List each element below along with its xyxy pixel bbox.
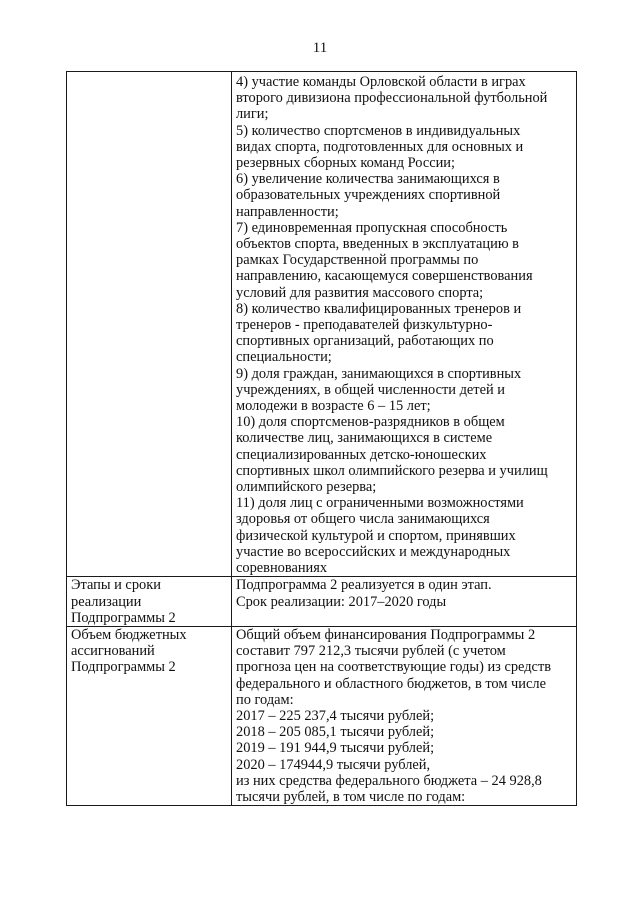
indicator-line: 5) количество спортсменов в индивидуальных bbox=[236, 122, 521, 139]
indicator-line: второго дивизиона профессиональной футбольной bbox=[236, 90, 548, 107]
indicator-line: молодежи в возрасте 6 – 15 лет; bbox=[236, 398, 431, 415]
indicator-line: спортивных организаций, работающих по bbox=[236, 333, 494, 350]
row-label-line: ассигнований bbox=[71, 643, 155, 660]
indicator-line: физической культурой и спортом, принявших bbox=[236, 527, 516, 544]
budget-line: 2017 – 225 237,4 тысячи рублей; bbox=[236, 707, 435, 724]
indicator-line: 10) доля спортсменов-разрядников в общем bbox=[236, 414, 505, 431]
row-label-cell bbox=[67, 626, 232, 805]
stage-line: Срок реализации: 2017–2020 годы bbox=[236, 593, 447, 610]
indicator-line: участие во всероссийских и международных bbox=[236, 543, 511, 560]
budget-line: по годам: bbox=[236, 691, 294, 708]
indicator-line: образовательных учреждениях спортивной bbox=[236, 187, 501, 204]
row-content-cell bbox=[232, 626, 577, 805]
subprogram-passport-table bbox=[66, 71, 577, 806]
indicator-line: учреждениях, в общей численности детей и bbox=[236, 381, 505, 398]
budget-line: Общий объем финансирования Подпрограммы 2 bbox=[236, 626, 536, 643]
indicator-line: специальности; bbox=[236, 349, 332, 366]
indicator-line: 9) доля граждан, занимающихся в спортивных bbox=[236, 365, 522, 382]
indicator-line: специализированных детско-юношеских bbox=[236, 446, 487, 463]
row-label-line: реализации bbox=[71, 593, 142, 610]
indicator-line: резервных сборных команд России; bbox=[236, 155, 455, 172]
indicator-line: спортивных школ олимпийского резерва и училищ bbox=[236, 462, 548, 479]
row-label-cell bbox=[67, 72, 232, 577]
table-row-indicators bbox=[67, 72, 577, 577]
row-content-cell bbox=[232, 72, 577, 577]
budget-line: составит 797 212,3 тысячи рублей (с учетом bbox=[236, 643, 506, 660]
indicator-line: 11) доля лиц с ограниченными возможностями bbox=[236, 495, 524, 512]
stage-line: Подпрограмма 2 реализуется в один этап. bbox=[236, 577, 492, 594]
indicator-line: 4) участие команды Орловской области в играх bbox=[236, 74, 526, 90]
indicator-line: видах спорта, подготовленных для основных и bbox=[236, 138, 524, 155]
budget-line: федерального и областного бюджетов, в том числе bbox=[236, 675, 546, 692]
budget-line: 2018 – 205 085,1 тысячи рублей; bbox=[236, 724, 435, 741]
budget-line: тысячи рублей, в том числе по годам: bbox=[236, 788, 466, 805]
indicator-line: направленности; bbox=[236, 203, 339, 220]
row-content-cell bbox=[232, 577, 577, 627]
indicator-line: 7) единовременная пропускная способность bbox=[236, 219, 508, 236]
indicator-line: олимпийского резерва; bbox=[236, 479, 377, 496]
row-label-line: Объем бюджетных bbox=[71, 626, 187, 643]
budget-line: 2020 – 174944,9 тысячи рублей, bbox=[236, 756, 431, 773]
indicator-line: 6) увеличение количества занимающихся в bbox=[236, 171, 500, 188]
indicator-line: условий для развития массового спорта; bbox=[236, 284, 484, 301]
table-row-budget bbox=[67, 626, 577, 805]
budget-line: из них средства федерального бюджета – 24 928,8 bbox=[236, 772, 542, 789]
page-number: 11 bbox=[312, 40, 328, 56]
indicator-line: лиги; bbox=[236, 106, 269, 123]
indicator-line: объектов спорта, введенных в эксплуатацию в bbox=[236, 236, 519, 253]
indicator-line: рамках Государственной программы по bbox=[236, 252, 479, 269]
budget-line: прогноза цен на соответствующие годы) из средств bbox=[236, 659, 552, 676]
indicator-line: 8) количество квалифицированных тренеров и bbox=[236, 300, 522, 317]
indicator-line: соревнованиях bbox=[236, 560, 328, 577]
budget-line: 2019 – 191 944,9 тысячи рублей; bbox=[236, 740, 435, 757]
row-label-line: Подпрограммы 2 bbox=[71, 609, 176, 626]
indicator-line: тренеров - преподавателей физкультурно- bbox=[236, 317, 493, 334]
indicator-line: количестве лиц, занимающихся в системе bbox=[236, 430, 493, 447]
row-label-cell bbox=[67, 577, 232, 627]
indicator-line: здоровья от общего числа занимающихся bbox=[236, 511, 490, 528]
row-label-line: Этапы и сроки bbox=[71, 577, 161, 594]
row-label-line: Подпрограммы 2 bbox=[71, 659, 176, 676]
indicator-line: направлению, касающемуся совершенствования bbox=[236, 268, 533, 285]
table-row-stages bbox=[67, 577, 577, 627]
